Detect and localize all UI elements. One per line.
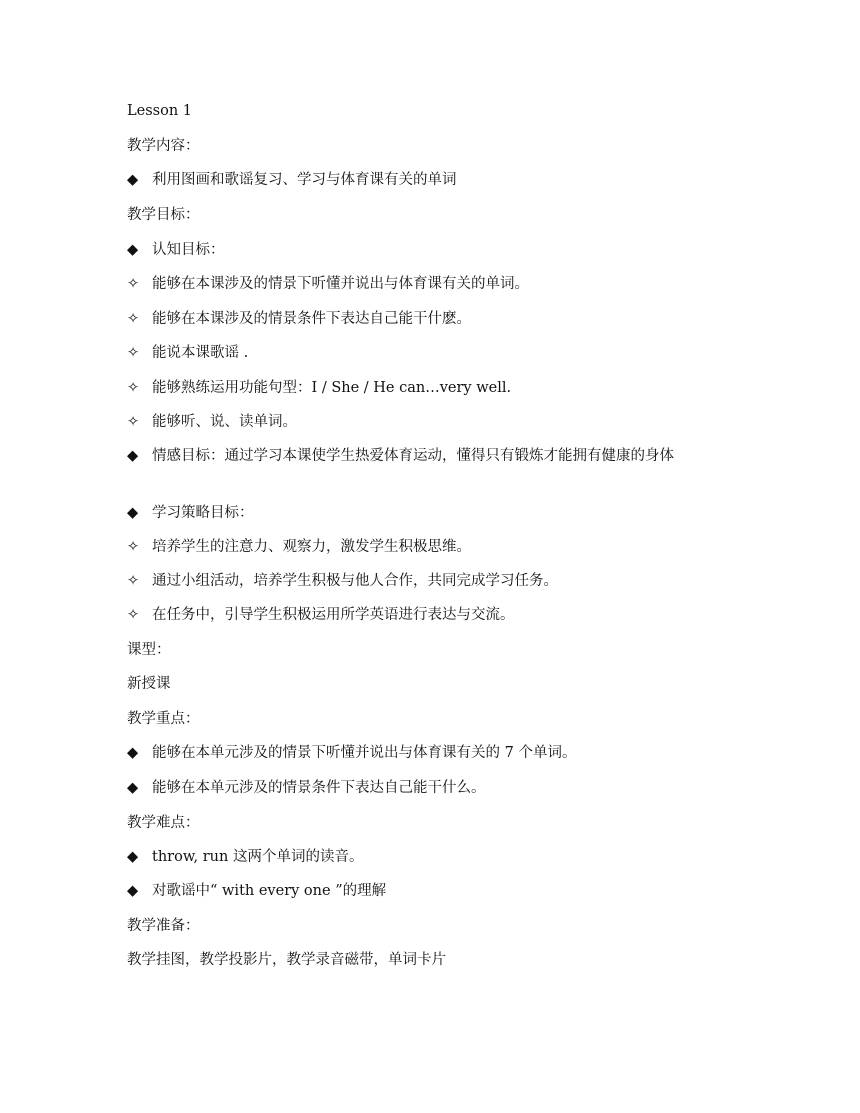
- content-item-text: 利用图画和歌谣复习、学习与体育课有关的单词: [152, 172, 457, 188]
- key-point-item: [127, 743, 576, 763]
- difficulty-item: [127, 881, 386, 901]
- solid-diamond-bullet-icon: ◆: [127, 745, 139, 761]
- cognitive-goal: [127, 240, 225, 260]
- difficulties-heading: 教学难点：: [127, 815, 200, 831]
- key-points-heading: 教学重点：: [127, 711, 200, 727]
- cognitive-item: [127, 412, 297, 432]
- cognitive-item-text: 能说本课歌谣 .: [152, 345, 249, 361]
- outline-star-bullet-icon: ✧: [127, 380, 140, 396]
- strategy-goal: [127, 503, 254, 523]
- key-point-item: [127, 778, 486, 798]
- difficulty-item: [127, 847, 363, 867]
- strategy-item: [127, 537, 471, 557]
- outline-star-bullet-icon: ✧: [127, 607, 140, 623]
- strategy-item: [127, 605, 515, 625]
- strategy-goal-label: 学习策略目标：: [152, 505, 254, 521]
- strategy-item-text: 通过小组活动，培养学生积极与他人合作，共同完成学习任务。: [152, 573, 558, 589]
- outline-star-bullet-icon: ✧: [127, 276, 140, 292]
- cognitive-goal-label: 认知目标：: [152, 242, 225, 258]
- solid-diamond-bullet-icon: ◆: [127, 780, 139, 796]
- objectives-heading: 教学目标：: [127, 207, 200, 223]
- difficulty-text: throw, run 这两个单词的读音。: [152, 849, 364, 865]
- solid-diamond-bullet-icon: ◆: [127, 505, 139, 521]
- emotional-goal-text: 情感目标：通过学习本课使学生热爱体育运动，懂得只有锻炼才能拥有健康的身体: [152, 448, 674, 464]
- cognitive-item: [127, 378, 511, 398]
- strategy-item-text: 培养学生的注意力、观察力，激发学生积极思维。: [152, 539, 471, 555]
- difficulty-text: 对歌谣中“ with every one ”的理解: [152, 883, 387, 899]
- lesson-type-heading: 课型：: [127, 642, 171, 658]
- strategy-item-text: 在任务中，引导学生积极运用所学英语进行表达与交流。: [152, 607, 515, 623]
- key-point-text: 能够在本单元涉及的情景下听懂并说出与体育课有关的 7 个单词。: [152, 745, 577, 761]
- outline-star-bullet-icon: ✧: [127, 311, 140, 327]
- solid-diamond-bullet-icon: ◆: [127, 883, 139, 899]
- preparation-heading: 教学准备：: [127, 918, 200, 934]
- cognitive-item: [127, 343, 248, 363]
- cognitive-item: [127, 309, 471, 329]
- strategy-item: [127, 571, 558, 591]
- cognitive-item: [127, 274, 529, 294]
- cognitive-item-text: 能够熟练运用功能句型：I / She / He can…very well.: [152, 380, 512, 396]
- outline-star-bullet-icon: ✧: [127, 539, 140, 555]
- emotional-goal: [127, 446, 737, 466]
- outline-star-bullet-icon: ✧: [127, 573, 140, 589]
- preparation-value: 教学挂图，教学投影片，教学录音磁带，单词卡片: [127, 952, 446, 968]
- cognitive-item-text: 能够听、说、读单词。: [152, 414, 297, 430]
- content-item: [127, 170, 457, 190]
- cognitive-item-text: 能够在本课涉及的情景下听懂并说出与体育课有关的单词。: [152, 276, 529, 292]
- key-point-text: 能够在本单元涉及的情景条件下表达自己能干什么。: [152, 780, 486, 796]
- outline-star-bullet-icon: ✧: [127, 414, 140, 430]
- cognitive-item-text: 能够在本课涉及的情景条件下表达自己能干什麽。: [152, 311, 471, 327]
- solid-diamond-bullet-icon: ◆: [127, 849, 139, 865]
- content-heading: 教学内容：: [127, 138, 200, 154]
- lesson-title: Lesson 1: [127, 103, 192, 119]
- outline-star-bullet-icon: ✧: [127, 345, 140, 361]
- solid-diamond-bullet-icon: ◆: [127, 448, 139, 464]
- lesson-type-value: 新授课: [127, 676, 171, 692]
- solid-diamond-bullet-icon: ◆: [127, 172, 139, 188]
- solid-diamond-bullet-icon: ◆: [127, 242, 139, 258]
